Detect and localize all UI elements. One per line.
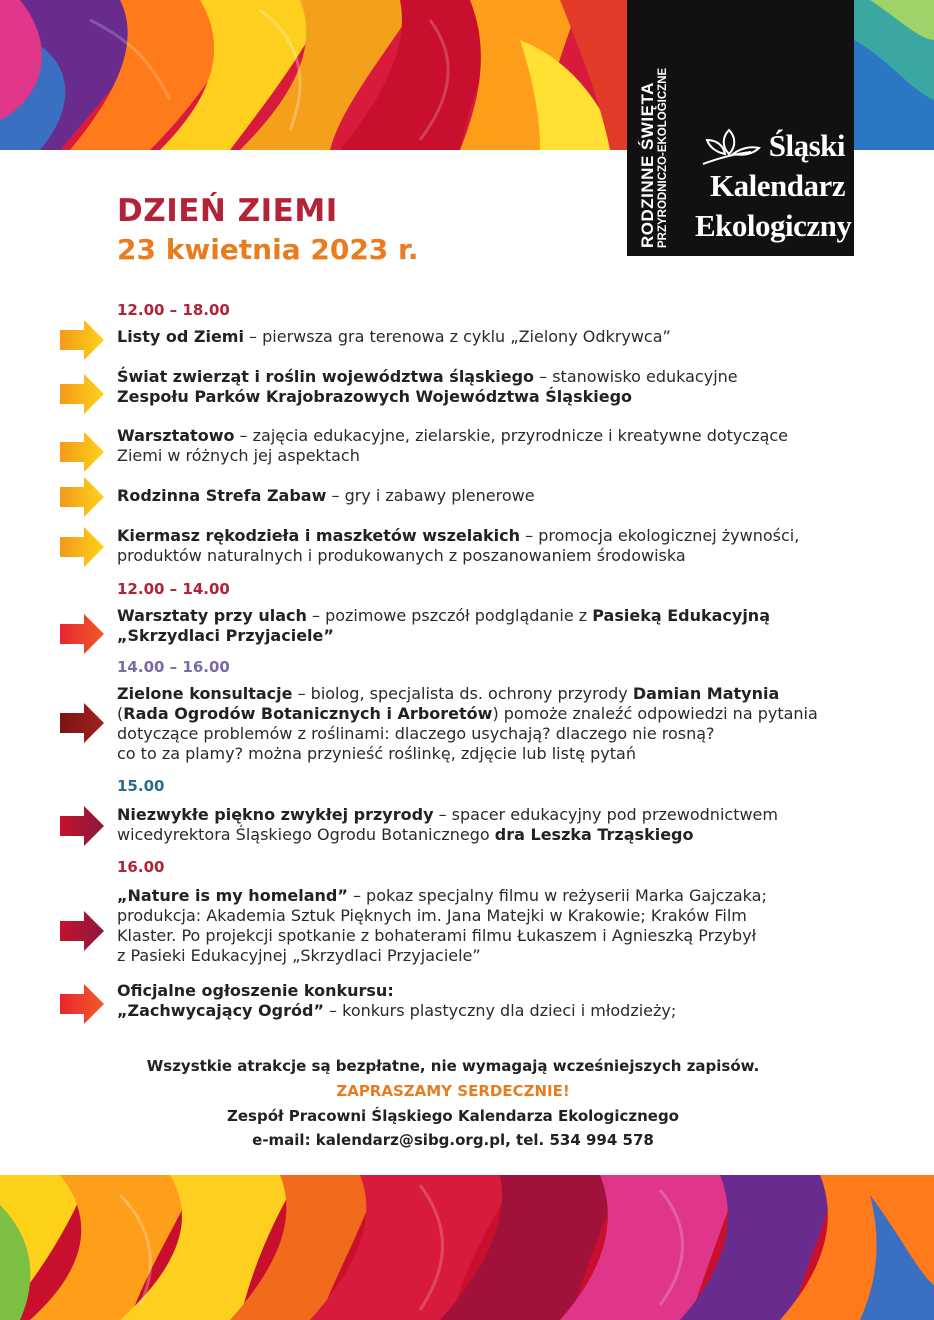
event-description: – pokaz specjalny filmu w reżyserii Marka Gajczaka; bbox=[347, 886, 767, 905]
event-description: – promocja ekologicznej żywności, bbox=[520, 526, 800, 545]
event-description-line-2: Ziemi w różnych jej aspektach bbox=[117, 446, 360, 465]
event-description-line-2: produkcja: Akademia Sztuk Pięknych im. Jana Matejki w Krakowie; Kraków Film bbox=[117, 906, 747, 925]
arrow-right-icon bbox=[60, 984, 104, 1024]
arrow-right-icon bbox=[60, 432, 104, 472]
arrow-right-icon bbox=[60, 320, 104, 360]
time-slot-1: 12.00 – 18.00 bbox=[117, 301, 230, 319]
event-description: – spacer edukacyjny pod przewodnictwem bbox=[433, 805, 778, 824]
organizer-team: Zespół Pracowni Śląskiego Kalendarza Ekologicznego bbox=[226, 1107, 679, 1125]
bottom-decorative-banner bbox=[0, 1175, 934, 1320]
event-date: 23 kwietnia 2023 r. bbox=[117, 233, 419, 266]
arrow-right-icon bbox=[60, 911, 104, 951]
event-description: – pozimowe pszczół podglądanie z bbox=[306, 606, 593, 625]
page-title: DZIEŃ ZIEMI bbox=[117, 193, 338, 229]
event-description: – biolog, specjalista ds. ochrony przyrody bbox=[292, 684, 633, 703]
logo-title-line-1: Śląski bbox=[768, 128, 845, 163]
arrow-right-icon bbox=[60, 527, 104, 567]
event-description: – gry i zabawy plenerowe bbox=[326, 486, 535, 505]
event-description-line-2: produktów naturalnych i produkowanych z poszanowaniem środowiska bbox=[117, 546, 686, 565]
event-organizer-name: „Skrzydlaci Przyjaciele” bbox=[117, 626, 334, 645]
logo-title-line-3: Ekologiczny bbox=[695, 208, 852, 243]
time-slot-5: 16.00 bbox=[117, 858, 165, 876]
logo-vertical-text bbox=[639, 8, 670, 248]
free-admission-note: Wszystkie atrakcje są bezpłatne, nie wymagają wcześniejszych zapisów. bbox=[146, 1057, 760, 1075]
arrow-right-icon bbox=[60, 703, 104, 743]
event-description: – pierwsza gra terenowa z cyklu „Zielony Odkrywca” bbox=[243, 327, 671, 346]
arrow-right-icon bbox=[60, 614, 104, 654]
event-description-line-3: dotyczące problemów z roślinami: dlaczego usychają? dlaczego nie rosną? bbox=[117, 724, 715, 743]
logo-vertical-line-1: RODZINNE ŚWIĘTA bbox=[638, 82, 657, 248]
time-slot-3: 14.00 – 16.00 bbox=[117, 658, 230, 676]
event-title: „Nature is my homeland” bbox=[117, 886, 348, 905]
event-description-2: wicedyrektora Śląskiego Ogrodu Botanicznego bbox=[117, 825, 495, 844]
event-guide: dra Leszka Trząskiego bbox=[494, 825, 694, 844]
event-title: Warsztatowo bbox=[117, 426, 235, 445]
event-description: – zajęcia edukacyjne, zielarskie, przyrodnicze i kreatywne dotyczące bbox=[234, 426, 789, 445]
contact-info: e-mail: kalendarz@sibg.org.pl, tel. 534 994 578 bbox=[252, 1131, 654, 1149]
event-title: Świat zwierząt i roślin województwa śląskiego bbox=[117, 367, 535, 386]
list-item-warsztatowo bbox=[117, 426, 877, 466]
list-item-swiat-zwierzat bbox=[117, 367, 877, 407]
list-item-listy-od-ziemi bbox=[117, 327, 877, 347]
time-slot-4: 15.00 bbox=[117, 777, 165, 795]
list-item-film bbox=[117, 886, 877, 966]
time-slot-2: 12.00 – 14.00 bbox=[117, 580, 230, 598]
event-description-line-3: Klaster. Po projekcji spotkanie z bohaterami filmu Łukaszem i Agnieszką Przybył bbox=[117, 926, 757, 945]
event-description: – konkurs plastyczny dla dzieci i młodzieży; bbox=[323, 1001, 677, 1020]
event-organizer: Pasieką Edukacyjną bbox=[592, 606, 770, 625]
event-organizer: Zespołu Parków Krajobrazowych Województwa Śląskiego bbox=[117, 387, 633, 406]
logo-title-line-2: Kalendarz bbox=[710, 168, 845, 203]
invitation-text: ZAPRASZAMY SERDECZNIE! bbox=[336, 1082, 570, 1100]
logo-vertical-line-2: PRZYRODNICZO-EKOLOGICZNE bbox=[657, 67, 669, 248]
arrow-right-icon bbox=[60, 374, 104, 414]
event-description-2: ) pomoże znaleźć odpowiedzi na pytania bbox=[492, 704, 818, 723]
event-title: Oficjalne ogłoszenie konkursu: bbox=[117, 981, 394, 1000]
event-title: Niezwykłe piękno zwykłej przyrody bbox=[117, 805, 434, 824]
event-title: Rodzinna Strefa Zabaw bbox=[117, 486, 327, 505]
logo-box bbox=[627, 0, 854, 256]
arrow-right-icon bbox=[60, 806, 104, 846]
list-item-konkurs bbox=[117, 981, 877, 1021]
list-item-spacer bbox=[117, 805, 877, 845]
list-item-warsztaty-przy-ulach bbox=[117, 606, 877, 646]
event-title: Listy od Ziemi bbox=[117, 327, 244, 346]
arrow-right-icon bbox=[60, 477, 104, 517]
contest-name: „Zachwycający Ogród” bbox=[117, 1001, 324, 1020]
event-description: – stanowisko edukacyjne bbox=[534, 367, 738, 386]
event-title: Zielone konsultacje bbox=[117, 684, 293, 703]
event-title: Kiermasz rękodzieła i maszketów wszelakich bbox=[117, 526, 521, 545]
list-item-zielone-konsultacje bbox=[117, 684, 877, 764]
event-organization: Rada Ogrodów Botanicznych i Arboretów bbox=[123, 704, 493, 723]
event-description-line-4: z Pasieki Edukacyjnej „Skrzydlaci Przyjaciele” bbox=[117, 946, 481, 965]
logo-title bbox=[695, 126, 852, 246]
event-expert: Damian Matynia bbox=[632, 684, 780, 703]
list-item-strefa-zabaw bbox=[117, 486, 877, 506]
event-description-line-4: co to za plamy? można przynieść roślinkę, zdjęcie lub listę pytań bbox=[117, 744, 636, 763]
list-item-kiermasz bbox=[117, 526, 877, 566]
abstract-paint-artwork-bottom bbox=[0, 1175, 934, 1320]
event-title: Warsztaty przy ulach bbox=[117, 606, 307, 625]
paren-open: ( bbox=[117, 704, 124, 723]
